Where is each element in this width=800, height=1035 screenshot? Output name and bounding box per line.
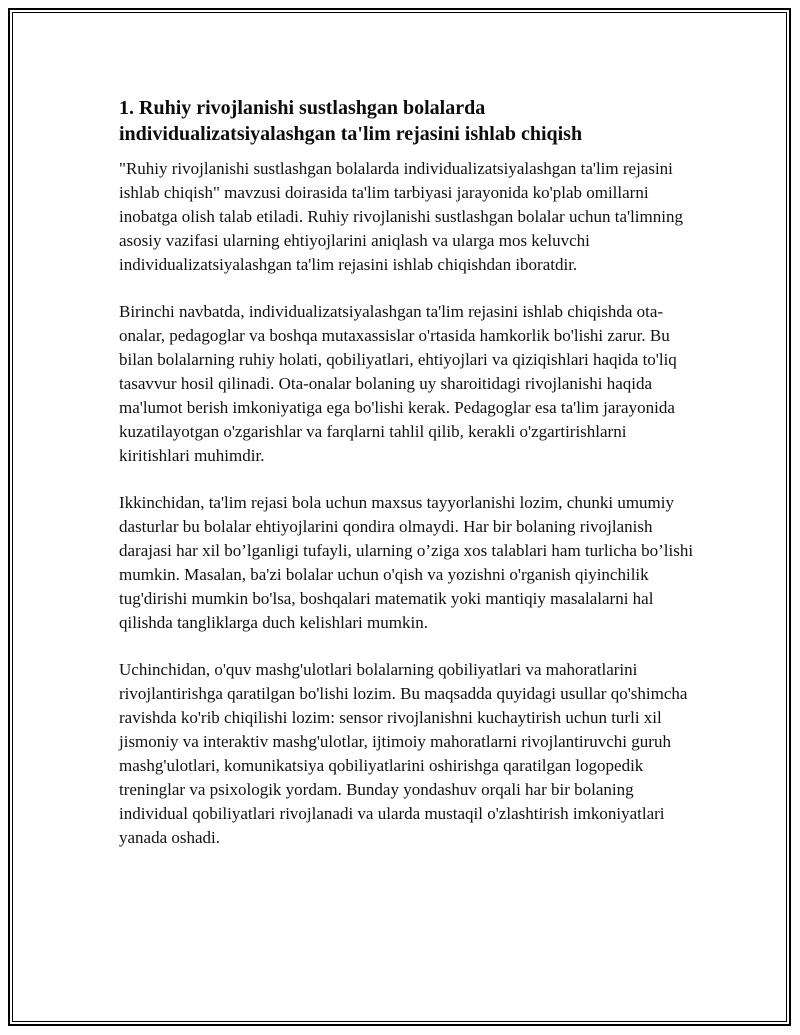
paragraph-3: Ikkinchidan, ta'lim rejasi bola uchun maxsus tayyorlanishi lozim, chunki umumiy dasturlar bu bolalar ehtiyojlarini qondira olmaydi. Har bir bolaning rivojlanish darajasi har xil bo’lganligi tufayli, ularning o’ziga xos talablari ham turlicha bo’lishi mumkin. Masalan, ba'zi bolalar uchun o'qish va yozishni o'rganish qiyinchilik tug'dirishi mumkin bo'lsa, boshqalari matematik yoki mantiqiy masalalarni hal qilishda tangliklarga duch kelishlari mumkin. (119, 493, 694, 632)
document-body (119, 95, 699, 873)
paragraph-2: Birinchi navbatda, individualizatsiyalashgan ta'lim rejasini ishlab chiqishda ota-onalar, pedagoglar va boshqa mutaxassislar o'rtasida hamkorlik bo'lishi zarur. Bu bilan bolalarning ruhiy holati, qobiliyatlari, ehtiyojlari va qiziqishlari haqida to'liq tasavvur hosil qilinadi. Ota-onalar bolaning uy sharoitidagi rivojlanishi haqida ma'lumot berish imkoniyatiga ega bo'lishi kerak. Pedagoglar esa ta'lim jarayonida kuzatilayotgan o'zgarishlar va farqlarni tahlil qilib, kerakli o'zgartirishlarni kiritishlari muhimdir. (119, 302, 677, 465)
paragraph-4: Uchinchidan, o'quv mashg'ulotlari bolalarning qobiliyatlari va mahoratlarini rivojlantirishga qaratilgan bo'lishi lozim. Bu maqsadda quyidagi usullar qo'shimcha ravishda ko'rib chiqilishi lozim: sensor rivojlanishni kuchaytirish uchun turli xil jismoniy va interaktiv mashg'ulotlar, ijtimoiy mahoratlarni rivojlantiruvchi guruh mashg'ulotlari, komunikatsiya qobiliyatlarini oshirishga qaratilgan logopedik treninglar va psixologik yordam. Bunday yondashuv orqali har bir bolaning individual qobiliyatlari rivojlanadi va ularda mustaqil o'zlashtirish imkoniyatlari yanada oshadi. (119, 660, 688, 847)
paragraph-1: "Ruhiy rivojlanishi sustlashgan bolalarda individualizatsiyalashgan ta'lim rejasini ishlab chiqish" mavzusi doirasida ta'lim tarbiyasi jarayonida ko'plab omillarni inobatga olish talab etiladi. Ruhiy rivojlanishi sustlashgan bolalar uchun ta'limning asosiy vazifasi ularning ehtiyojlarini aniqlash va ularga mos keluvchi individualizatsiyalashgan ta'lim rejasini ishlab chiqishdan iboratdir. (119, 159, 683, 274)
document-title: 1. Ruhiy rivojlanishi sustlashgan bolalarda individualizatsiyalashgan ta'lim rejasini ishlab chiqish (119, 97, 583, 145)
